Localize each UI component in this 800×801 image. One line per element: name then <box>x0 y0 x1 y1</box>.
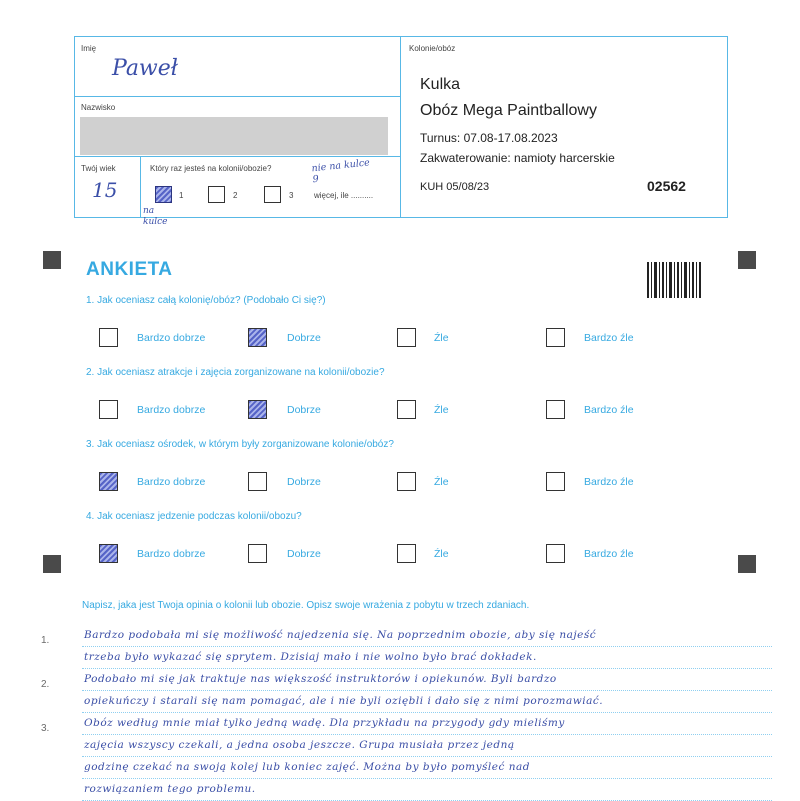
visit-count-note: nie na kulce 9 <box>311 157 371 186</box>
visit-option-2-label: 2 <box>233 191 238 200</box>
header-divider-h2 <box>74 156 401 157</box>
last-name-label: Nazwisko <box>81 103 116 112</box>
question-1-option-4-checkbox[interactable] <box>546 328 565 347</box>
visit-na-kulce-note: na kulce <box>143 206 168 227</box>
visit-option-1-checkbox[interactable] <box>155 186 172 203</box>
question-4-option-2-checkbox[interactable] <box>248 544 267 563</box>
question-4-text: 4. Jak oceniasz jedzenie podczas kolonii/obozu? <box>86 511 302 522</box>
opinion-handwritten-line: Obóz według mnie miał tylko jedną wadę. Dla przykładu na przygody gdy mieliśmy <box>84 717 565 729</box>
camp-accommodation: Zakwaterowanie: namioty harcerskie <box>420 151 615 165</box>
question-2-option-4-checkbox[interactable] <box>546 400 565 419</box>
opinion-rule-line <box>82 778 772 779</box>
first-name-value: Paweł <box>112 56 178 81</box>
question-3-option-1-label: Bardzo dobrze <box>137 476 206 488</box>
opinion-handwritten-line: rozwiązaniem tego problemu. <box>84 783 256 795</box>
camp-name: Kulka <box>420 76 461 93</box>
question-2-text: 2. Jak oceniasz atrakcje i zajęcia zorganizowane na kolonii/obozie? <box>86 367 385 378</box>
question-1-option-1-label: Bardzo dobrze <box>137 332 206 344</box>
question-1-option-2-checkbox[interactable] <box>248 328 267 347</box>
opinion-prompt: Napisz, jaka jest Twoja opinia o kolonii lub obozie. Opisz swoje wrażenia z pobytu w trzech zdaniach. <box>82 600 530 611</box>
camp-label: Kolonie/obóz <box>409 44 456 53</box>
last-name-redaction <box>80 117 388 155</box>
opinion-handwritten-line: Podobało mi się jak traktuje nas większość instruktorów i opiekunów. Byli bardzo <box>84 673 557 685</box>
opinion-handwritten-line: Bardzo podobała mi się możliwość najedzenia się. Na poprzednim obozie, aby się najeść <box>84 629 597 641</box>
opinion-handwritten-line: godzinę czekać na swoją kolej lub koniec zajęć. Można by było pomyśleć nad <box>84 761 530 773</box>
question-3-option-1-checkbox[interactable] <box>99 472 118 491</box>
question-2-option-3-label: Źle <box>434 404 449 416</box>
visit-option-3-label: 3 <box>289 191 294 200</box>
question-2-option-4-label: Bardzo źle <box>584 404 634 416</box>
age-label: Twój wiek <box>81 164 116 173</box>
question-1-option-3-label: Źle <box>434 332 449 344</box>
opinion-rule-line <box>82 712 772 713</box>
question-3-option-2-label: Dobrze <box>287 476 321 488</box>
form-number: 02562 <box>647 178 686 194</box>
visit-option-2-checkbox[interactable] <box>208 186 225 203</box>
opinion-rule-line <box>82 734 772 735</box>
first-name-label: Imię <box>81 44 97 53</box>
question-2-option-2-label: Dobrze <box>287 404 321 416</box>
scan-marker-mid-left <box>43 555 61 573</box>
camp-code: KUH 05/08/23 <box>420 181 490 193</box>
question-3-option-3-checkbox[interactable] <box>397 472 416 491</box>
scan-marker-top-left <box>43 251 61 269</box>
opinion-handwritten-line: opiekuńczy i starali się nam pomagać, ale i nie byli oziębli i dało się z nimi porozmawiać. <box>84 695 604 707</box>
scan-marker-mid-right <box>738 555 756 573</box>
question-4-option-4-checkbox[interactable] <box>546 544 565 563</box>
header-divider-h1 <box>74 96 401 97</box>
header-divider-vertical <box>400 36 401 217</box>
question-1-option-2-label: Dobrze <box>287 332 321 344</box>
question-3-option-2-checkbox[interactable] <box>248 472 267 491</box>
question-4-option-3-label: Źle <box>434 548 449 560</box>
opinion-rule-line <box>82 690 772 691</box>
visit-option-1-label: 1 <box>179 191 184 200</box>
question-1-text: 1. Jak oceniasz całą kolonię/obóz? (Podobało Ci się?) <box>86 295 326 306</box>
opinion-rule-line <box>82 756 772 757</box>
opinion-line-number: 3. <box>41 723 50 734</box>
question-1-option-4-label: Bardzo źle <box>584 332 634 344</box>
question-1-option-3-checkbox[interactable] <box>397 328 416 347</box>
question-3-option-3-label: Źle <box>434 476 449 488</box>
question-4-option-2-label: Dobrze <box>287 548 321 560</box>
scan-marker-top-right <box>738 251 756 269</box>
visit-count-label: Który raz jesteś na kolonii/obozie? <box>150 164 272 173</box>
question-2-option-1-checkbox[interactable] <box>99 400 118 419</box>
opinion-rule-line <box>82 646 772 647</box>
question-2-option-2-checkbox[interactable] <box>248 400 267 419</box>
barcode-icon <box>647 262 701 298</box>
question-3-option-4-label: Bardzo źle <box>584 476 634 488</box>
age-value: 15 <box>92 178 118 202</box>
question-2-option-3-checkbox[interactable] <box>397 400 416 419</box>
opinion-handwritten-line: trzeba było wykazać się sprytem. Dzisiaj mało i nie wolno było brać dokładek. <box>84 651 537 663</box>
visit-option-3-checkbox[interactable] <box>264 186 281 203</box>
question-4-option-1-checkbox[interactable] <box>99 544 118 563</box>
question-4-option-4-label: Bardzo źle <box>584 548 634 560</box>
question-4-option-3-checkbox[interactable] <box>397 544 416 563</box>
opinion-rule-line <box>82 668 772 669</box>
question-2-option-1-label: Bardzo dobrze <box>137 404 206 416</box>
question-3-text: 3. Jak oceniasz ośrodek, w którym były zorganizowane kolonie/obóz? <box>86 439 394 450</box>
question-3-option-4-checkbox[interactable] <box>546 472 565 491</box>
question-4-option-1-label: Bardzo dobrze <box>137 548 206 560</box>
visit-more-label: więcej, ile .......... <box>314 191 374 200</box>
opinion-handwritten-line: zajęcia wszyscy czekali, a jedna osoba jeszcze. Grupa musiała przez jedną <box>84 739 515 751</box>
camp-turnus: Turnus: 07.08-17.08.2023 <box>420 131 558 145</box>
header-divider-age <box>140 156 141 217</box>
camp-title: Obóz Mega Paintballowy <box>420 102 597 119</box>
opinion-line-number: 2. <box>41 679 50 690</box>
survey-title: ANKIETA <box>86 259 173 280</box>
question-1-option-1-checkbox[interactable] <box>99 328 118 347</box>
opinion-line-number: 1. <box>41 635 50 646</box>
